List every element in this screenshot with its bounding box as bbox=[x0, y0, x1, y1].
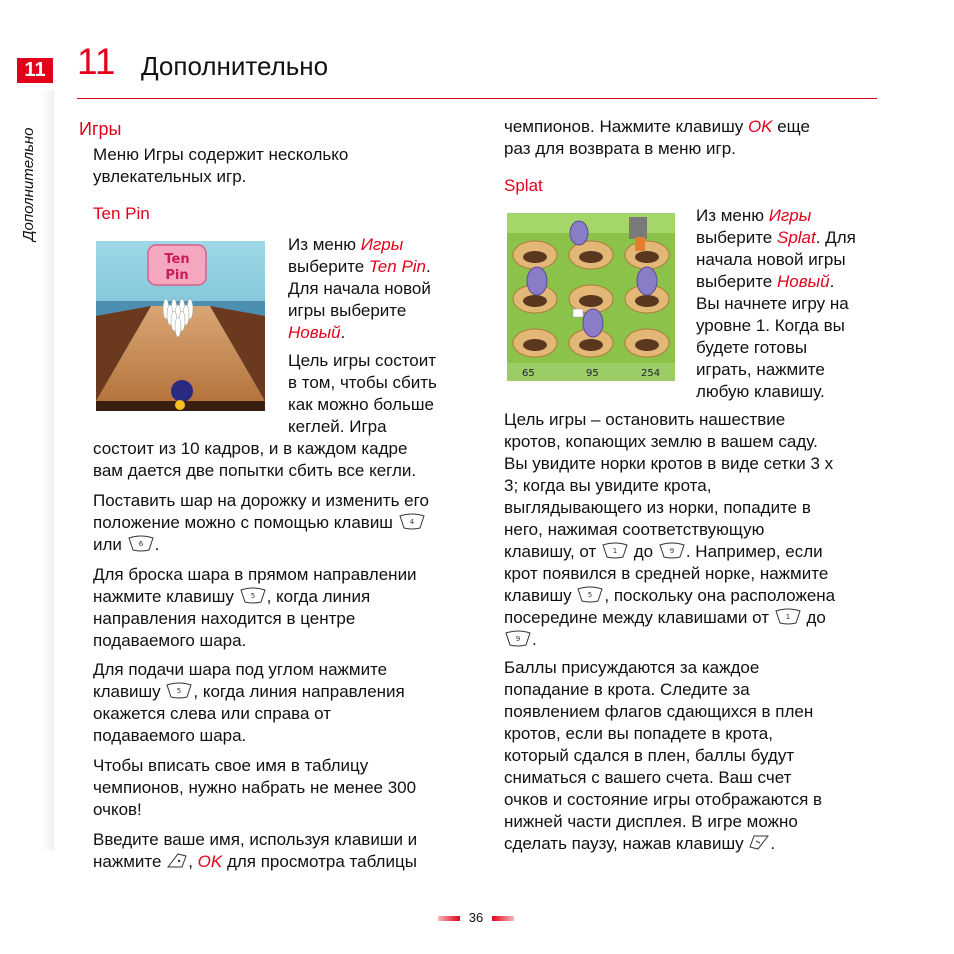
sidebar-chapter-label bbox=[20, 95, 44, 245]
para-angle-throw: Для подачи шара под углом нажмите клавишу 5 , когда линия направления окажется слева или справа от подаваемого шара. bbox=[93, 660, 405, 745]
para-high-score: Чтобы вписать свое имя в таблицу чемпионов, нужно набрать не менее 300 очков! bbox=[93, 756, 417, 819]
splat-score-2: 95 bbox=[586, 368, 599, 379]
svg-text:4: 4 bbox=[409, 518, 414, 526]
header-rule bbox=[77, 98, 877, 99]
svg-text:5: 5 bbox=[588, 591, 593, 599]
splat-menu-text: Из меню Игры выберите Splat. Для начала новой игры выберите Новый. Вы начнете игру на уровне 1. Когда вы будете готовы играть, нажмите любую клавишу. bbox=[696, 206, 856, 401]
subsection-splat: Splat bbox=[504, 176, 543, 195]
para-enter-name: Введите ваше имя, используя клавиши и нажмите , OK для просмотра таблицы bbox=[93, 830, 418, 871]
sidebar-chapter-text: Дополнительно bbox=[20, 127, 37, 241]
para-splat-goal: Цель игры – остановить нашествие кротов, копающих землю в вашем саду. Вы увидите норки кротов в виде сетки 3 х 3; когда вы увидите крота, выглядывающего из норки, попадите в него, нажимая соответствующую клавишу, от 1 до 9 . Например, если крот появился в средней норке, нажмите клавишу 5 , поскольку она расположена посередине между клавишами от 1 до 9 . bbox=[504, 410, 836, 649]
para-ball-position: Поставить шар на дорожку и изменить его положение можно с помощью клавиш 4 или 6 . bbox=[93, 491, 429, 554]
svg-text:6: 6 bbox=[138, 540, 143, 548]
key-1-icon bbox=[774, 608, 802, 625]
footer-bar-left bbox=[438, 916, 460, 921]
splat-score-3: 254 bbox=[641, 368, 661, 379]
key-5-icon bbox=[165, 682, 193, 699]
key-9-icon bbox=[504, 630, 532, 647]
para-champions-cont: чемпионов. Нажмите клавишу OK еще раз для возврата в меню игр. bbox=[504, 117, 810, 158]
chapter-number: 11 bbox=[77, 41, 116, 82]
tenpin-goal-text: Цель игры состоит в том, чтобы сбить как можно больше кеглей. Игра bbox=[288, 351, 437, 436]
svg-text:9: 9 bbox=[669, 547, 675, 555]
chapter-title: Дополнительно bbox=[141, 51, 329, 81]
key-5-icon bbox=[576, 586, 604, 603]
key-4-icon bbox=[398, 513, 426, 530]
subsection-tenpin: Ten Pin bbox=[93, 204, 150, 223]
intro-text: Меню Игры содержит несколько увлекательных игр. bbox=[93, 145, 349, 186]
para-splat-score: Баллы присуждаются за каждое попадание в крота. Следите за появлением флагов сдающихся в плен кротов, если вы попадете в крота, который сдался в плен, баллы будут сниматься с вашего счета. Ваш счет очков и состояние игры отображаются в нижней части дисплея. В игре можно сделать паузу, нажав клавишу . bbox=[504, 658, 823, 853]
tenpin-screenshot bbox=[96, 241, 265, 411]
softkey-left-icon bbox=[166, 852, 188, 869]
svg-text:1: 1 bbox=[612, 547, 618, 555]
svg-text:5: 5 bbox=[177, 687, 182, 695]
svg-text:Pin: Pin bbox=[165, 268, 189, 283]
svg-text:Ten: Ten bbox=[164, 252, 190, 267]
splat-screenshot bbox=[507, 213, 675, 381]
key-9-icon bbox=[658, 542, 686, 559]
splat-score-1: 65 bbox=[522, 368, 535, 379]
footer-bar-right bbox=[492, 916, 514, 921]
svg-text:9: 9 bbox=[515, 635, 521, 643]
para-straight-throw: Для броска шара в прямом направлении нажмите клавишу 5 , когда линия направления находится в центре подаваемого шара. bbox=[93, 565, 417, 650]
key-1-icon bbox=[601, 542, 629, 559]
section-title-games: Игры bbox=[79, 119, 122, 139]
page-number: 36 bbox=[468, 910, 484, 925]
key-5-icon bbox=[239, 587, 267, 604]
softkey-right-icon bbox=[748, 834, 770, 851]
chapter-badge: 11 bbox=[17, 58, 53, 83]
svg-text:5: 5 bbox=[250, 592, 255, 600]
tenpin-menu-text: Из меню Игры выберите Ten Pin. Для начала новой игры выберите Новый. bbox=[288, 235, 431, 342]
svg-text:1: 1 bbox=[785, 613, 790, 621]
tenpin-goal-continued: состоит из 10 кадров, и в каждом кадре вам дается две попытки сбить все кегли. bbox=[93, 439, 417, 480]
key-6-icon bbox=[127, 535, 155, 552]
